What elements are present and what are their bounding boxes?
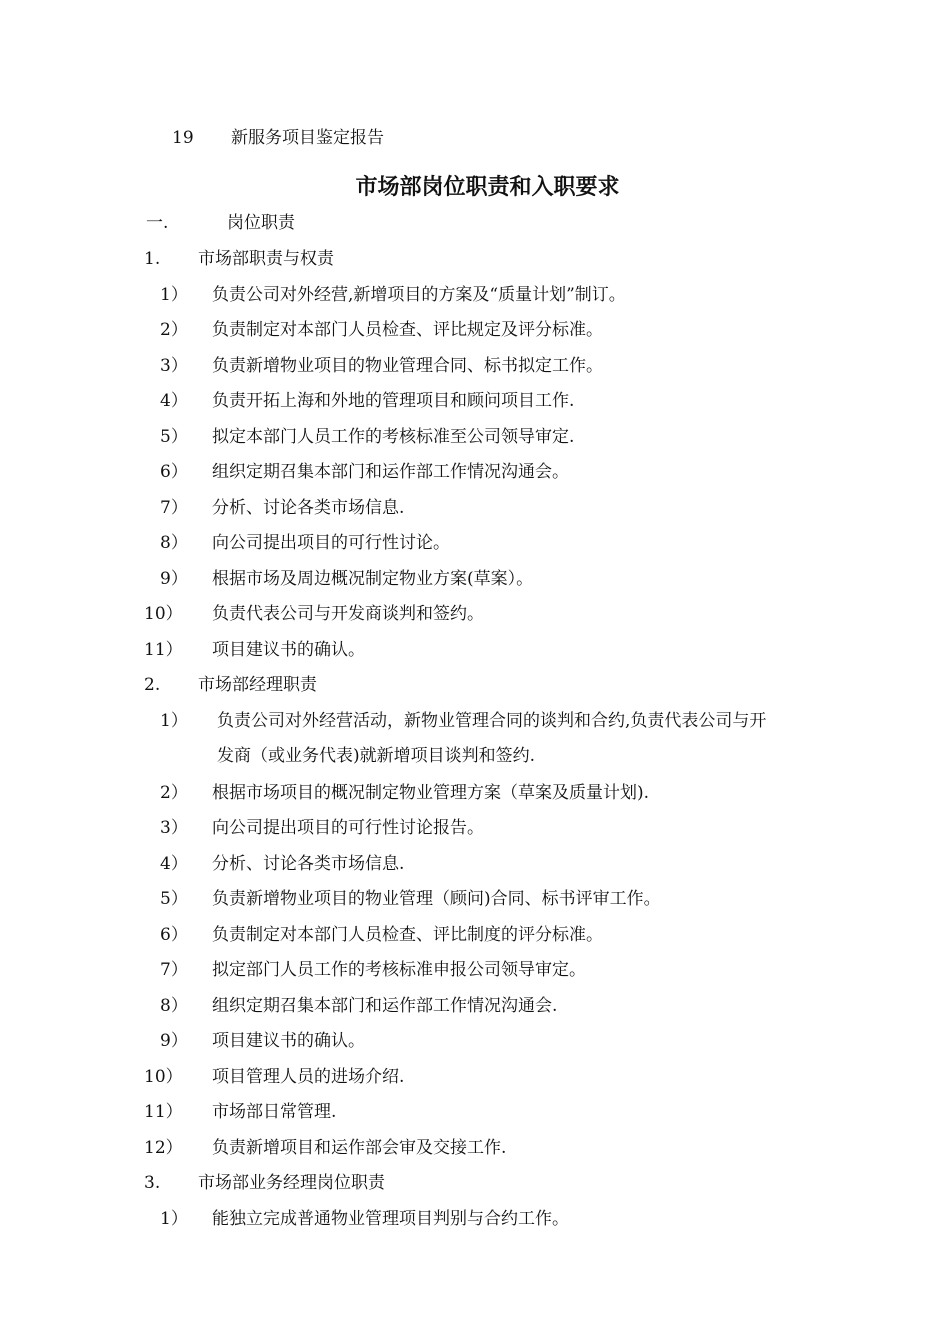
list-number: 11） bbox=[144, 640, 183, 660]
subsection-text: 市场部业务经理岗位职责 bbox=[198, 1173, 385, 1193]
list-number: 1） bbox=[160, 285, 188, 305]
list-text: 负责开拓上海和外地的管理项目和顾问项目工作. bbox=[212, 391, 575, 411]
list-number: 5） bbox=[160, 427, 188, 447]
list-number: 10） bbox=[144, 604, 183, 624]
list-number: 3） bbox=[160, 818, 188, 838]
list-text: 项目建议书的确认。 bbox=[212, 640, 365, 660]
section-text: 岗位职责 bbox=[227, 213, 295, 233]
list-text: 负责制定对本部门人员检查、评比制度的评分标准。 bbox=[212, 925, 603, 945]
list-text: 负责公司对外经营活动，新物业管理合同的谈判和合约,负责代表公司与开 bbox=[217, 711, 767, 731]
list-number: 9） bbox=[160, 569, 188, 589]
list-text: 向公司提出项目的可行性讨论。 bbox=[212, 533, 450, 553]
subsection-text: 市场部经理职责 bbox=[198, 675, 317, 695]
list-number: 7） bbox=[160, 498, 188, 518]
section-number: 一. bbox=[146, 213, 169, 233]
list-number: 11） bbox=[144, 1102, 183, 1122]
list-number: 3） bbox=[160, 356, 188, 376]
list-number: 8） bbox=[160, 996, 188, 1016]
subsection-number: 3. bbox=[144, 1173, 161, 1193]
list-text: 市场部日常管理. bbox=[212, 1102, 337, 1122]
list-text: 拟定部门人员工作的考核标准申报公司领导审定。 bbox=[212, 960, 586, 980]
list-text: 新服务项目鉴定报告 bbox=[231, 128, 384, 148]
list-text: 向公司提出项目的可行性讨论报告。 bbox=[212, 818, 484, 838]
list-text: 根据市场项目的概况制定物业管理方案（草案及质量计划). bbox=[212, 783, 650, 803]
subsection-number: 2. bbox=[144, 675, 161, 695]
list-number: 9） bbox=[160, 1031, 188, 1051]
list-text: 负责制定对本部门人员检查、评比规定及评分标准。 bbox=[212, 320, 603, 340]
list-text: 项目建议书的确认。 bbox=[212, 1031, 365, 1051]
list-text: 组织定期召集本部门和运作部工作情况沟通会。 bbox=[212, 462, 569, 482]
list-number: 12） bbox=[144, 1138, 183, 1158]
list-text: 组织定期召集本部门和运作部工作情况沟通会. bbox=[212, 996, 558, 1016]
list-text: 能独立完成普通物业管理项目判别与合约工作。 bbox=[212, 1209, 569, 1229]
list-text: 根据市场及周边概况制定物业方案(草案）。 bbox=[212, 569, 534, 589]
list-number: 4） bbox=[160, 391, 188, 411]
list-text: 负责代表公司与开发商谈判和签约。 bbox=[212, 604, 484, 624]
list-number: 7） bbox=[160, 960, 188, 980]
list-number: 6） bbox=[160, 925, 188, 945]
list-text: 负责公司对外经营,新增项目的方案及“质量计划”制订。 bbox=[212, 285, 626, 305]
list-text: 项目管理人员的进场介绍. bbox=[212, 1067, 405, 1087]
list-number: 19 bbox=[172, 128, 194, 148]
document-title: 市场部岗位职责和入职要求 bbox=[355, 174, 620, 200]
subsection-number: 1. bbox=[144, 249, 161, 269]
list-number: 4） bbox=[160, 854, 188, 874]
list-text: 分析、讨论各类市场信息. bbox=[212, 498, 405, 518]
list-text: 负责新增项目和运作部会审及交接工作. bbox=[212, 1138, 507, 1158]
list-text: 负责新增物业项目的物业管理合同、标书拟定工作。 bbox=[212, 356, 603, 376]
list-text: 分析、讨论各类市场信息. bbox=[212, 854, 405, 874]
list-number: 6） bbox=[160, 462, 188, 482]
list-text: 发商（或业务代表)就新增项目谈判和签约. bbox=[217, 746, 536, 766]
subsection-text: 市场部职责与权责 bbox=[198, 249, 334, 269]
list-text: 拟定本部门人员工作的考核标准至公司领导审定. bbox=[212, 427, 575, 447]
list-number: 2） bbox=[160, 320, 188, 340]
list-number: 10） bbox=[144, 1067, 183, 1087]
list-number: 8） bbox=[160, 533, 188, 553]
list-number: 1） bbox=[160, 1209, 188, 1229]
list-text: 负责新增物业项目的物业管理（顾问)合同、标书评审工作。 bbox=[212, 889, 661, 909]
list-number: 1） bbox=[160, 711, 188, 731]
list-number: 2） bbox=[160, 783, 188, 803]
list-number: 5） bbox=[160, 889, 188, 909]
